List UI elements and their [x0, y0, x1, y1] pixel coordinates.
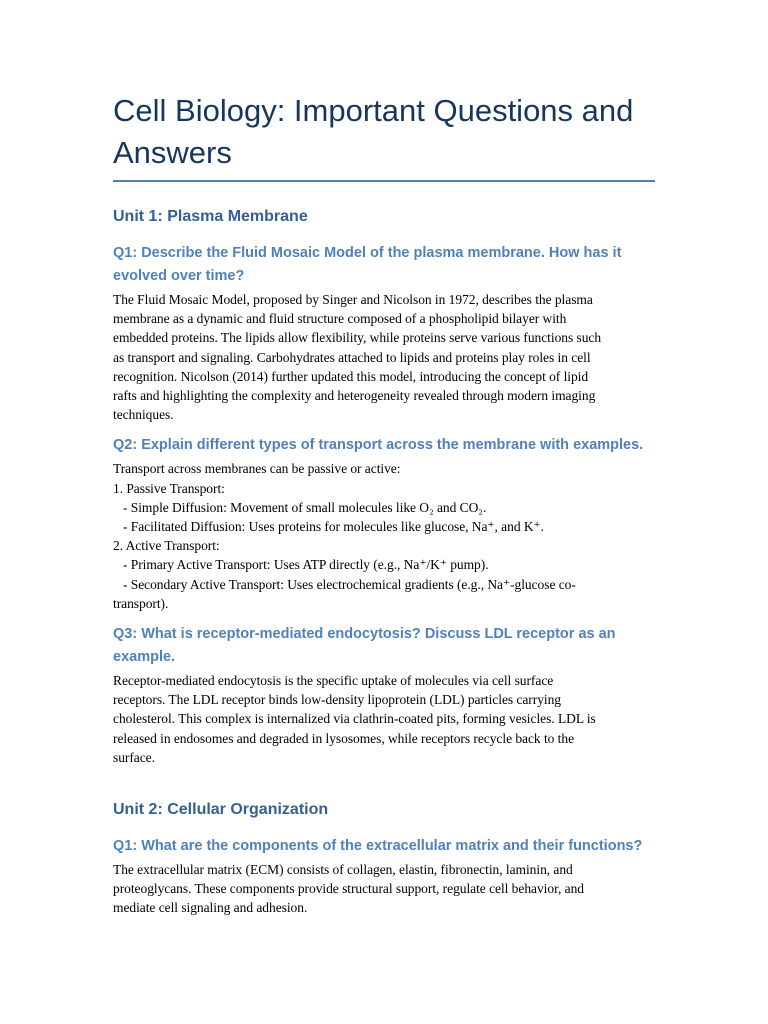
question-line: evolved over time?	[113, 268, 245, 284]
answer-line: membrane as a dynamic and fluid structure composed of a phospholipid bilayer with	[113, 311, 567, 327]
answer-paragraph	[113, 860, 655, 918]
unit-heading: Unit 1: Plasma Membrane	[113, 208, 308, 225]
answer-paragraph	[113, 459, 655, 613]
answer-line: proteoglycans. These components provide structural support, regulate cell behavior, and	[113, 881, 584, 897]
unit-2-section	[113, 799, 655, 918]
answer-line: - Facilitated Diffusion: Uses proteins for molecules like glucose, Na⁺, and K⁺.	[113, 519, 544, 535]
document-page	[113, 90, 655, 928]
answer-line: 2. Active Transport:	[113, 538, 220, 554]
answer-line: transport).	[113, 595, 169, 611]
document-title	[113, 90, 655, 180]
answer-line: The Fluid Mosaic Model, proposed by Singer and Nicolson in 1972, describes the plasma	[113, 292, 593, 307]
answer-line: - Simple Diffusion: Movement of small molecules like O₂ and CO₂.	[113, 499, 487, 515]
answer-line: recognition. Nicolson (2014) further updated this model, introducing the concept of lipid	[113, 368, 589, 384]
answer-line: mediate cell signaling and adhesion.	[113, 900, 308, 916]
title-divider	[113, 180, 655, 182]
answer-line: rafts and highlighting the complexity and heterogeneity revealed through modern imaging	[113, 388, 596, 404]
question-heading	[113, 242, 655, 288]
answer-line: as transport and signaling. Carbohydrates attached to lipids and proteins play roles in cell	[113, 349, 591, 365]
question-line: example.	[113, 649, 176, 666]
answer-paragraph	[113, 671, 655, 767]
answer-line: Receptor-mediated endocytosis is the specific uptake of molecules via cell surface	[113, 673, 554, 689]
answer-line: 1. Passive Transport:	[113, 480, 225, 496]
answer-line: embedded proteins. The lipids allow flexibility, while proteins serve various functions such	[113, 330, 602, 346]
unit-1-section	[113, 206, 655, 767]
answer-line: techniques.	[113, 407, 174, 423]
question-heading	[113, 835, 655, 858]
title-line-1: Cell Biology: Important Questions and	[113, 93, 634, 128]
answer-line: Transport across membranes can be passive or active:	[113, 461, 401, 477]
question-line: Q2: Explain different types of transport across the membrane with examples.	[113, 437, 644, 454]
answer-line: surface.	[113, 749, 155, 765]
question-line: Q3: What is receptor-mediated endocytosis? Discuss LDL receptor as an	[113, 626, 616, 643]
answer-line: cholesterol. This complex is internalized via clathrin-coated pits, forming vesicles. LDL is	[113, 711, 596, 727]
question-heading	[113, 434, 655, 457]
answer-line: - Primary Active Transport: Uses ATP directly (e.g., Na⁺/K⁺ pump).	[113, 557, 489, 573]
unit-heading: Unit 2: Cellular Organization	[113, 801, 329, 819]
answer-line: The extracellular matrix (ECM) consists of collagen, elastin, fibronectin, laminin, and	[113, 862, 573, 878]
question-line: Q1: Describe the Fluid Mosaic Model of the plasma membrane. How has it	[113, 245, 622, 261]
answer-line: receptors. The LDL receptor binds low-density lipoprotein (LDL) particles carrying	[113, 692, 561, 708]
title-line-2: Answers	[113, 135, 232, 170]
question-line: Q1: What are the components of the extracellular matrix and their functions?	[113, 838, 643, 855]
question-heading	[113, 623, 655, 669]
answer-line: - Secondary Active Transport: Uses electrochemical gradients (e.g., Na⁺-glucose co-	[113, 576, 576, 592]
answer-paragraph	[113, 290, 655, 424]
answer-line: released in endosomes and degraded in lysosomes, while receptors recycle back to the	[113, 730, 575, 746]
